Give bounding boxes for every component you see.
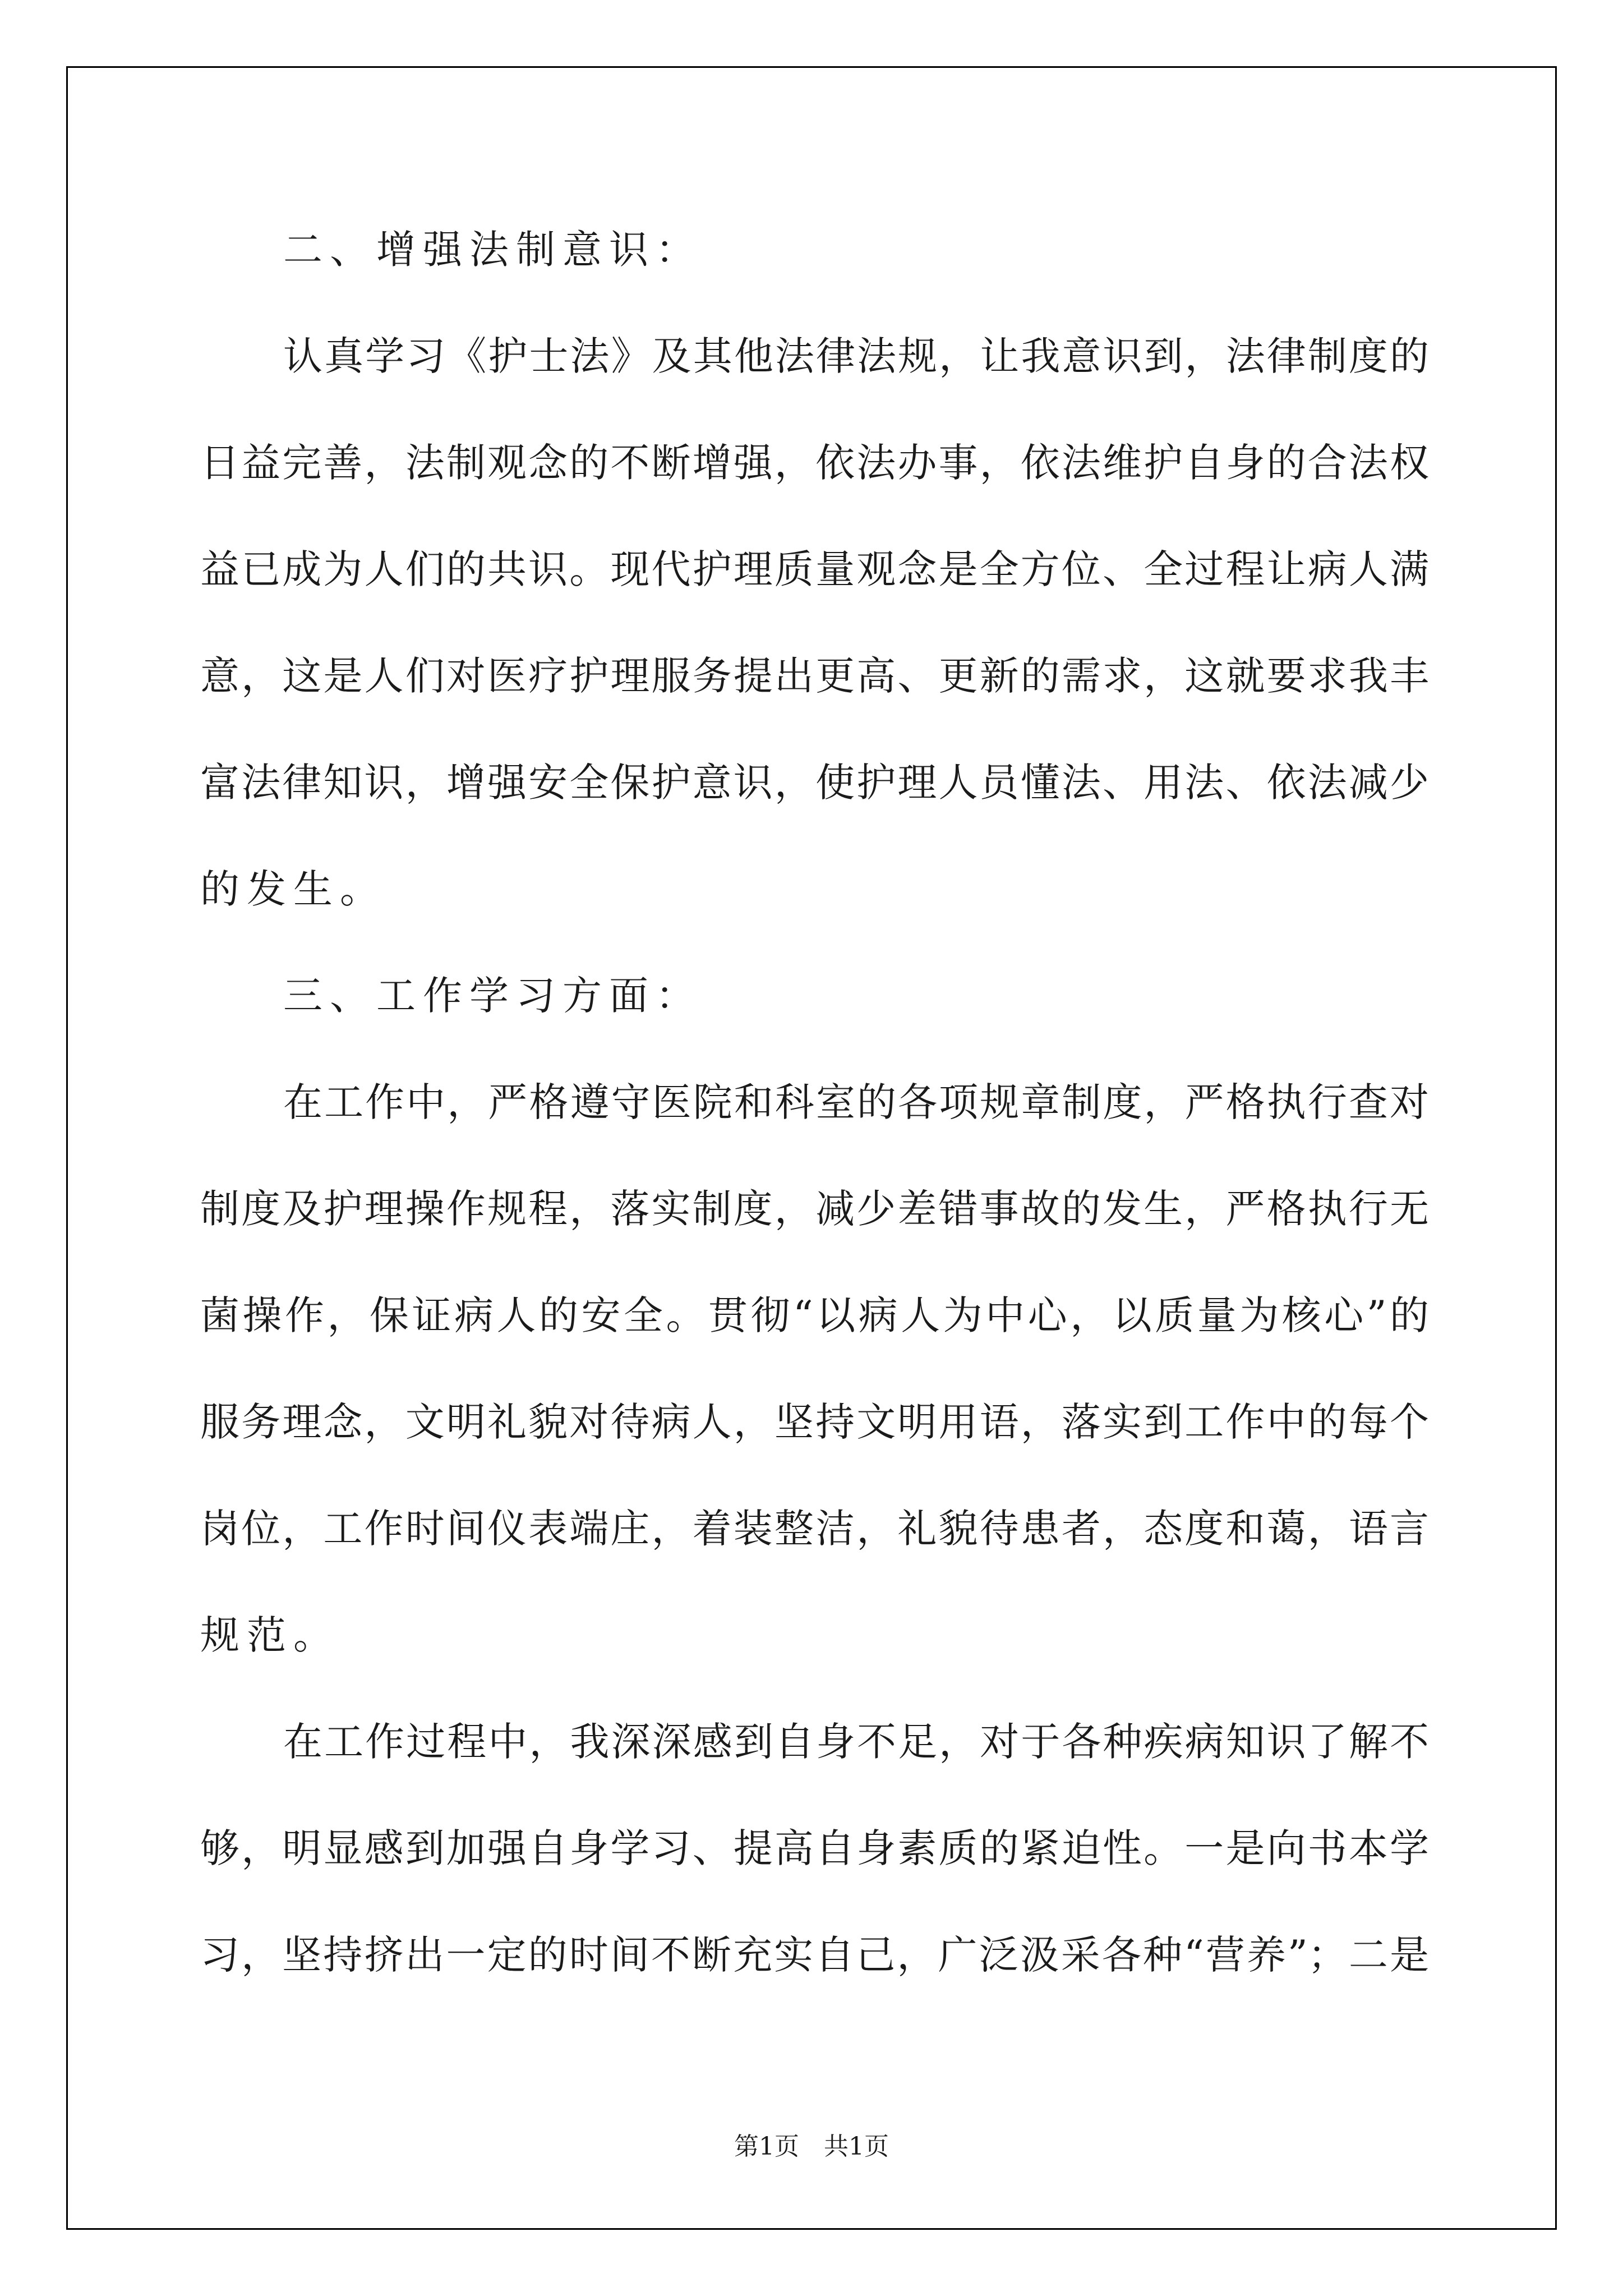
document-body [200,210,1429,2022]
paragraph-line: 规范。 [200,1612,340,1658]
section-heading: 三、工作学习方面： [283,973,702,1019]
section-heading: 二、增强法制意识： [283,227,702,273]
paragraph-line: 习，坚持挤出一定的时间不断充实自己，广泛汲采各种“营养”；二是 [200,1932,1429,1978]
paragraph-line: 认真学习《护士法》及其他法律法规，让我意识到，法律制度的 [283,333,1429,379]
paragraph-line: 服务理念，文明礼貌对待病人，坚持文明用语，落实到工作中的每个 [200,1399,1429,1445]
paragraph-line: 菌操作，保证病人的安全。贯彻“以病人为中心，以质量为核心”的 [200,1292,1429,1338]
paragraph-line: 益已成为人们的共识。现代护理质量观念是全方位、全过程让病人满 [200,546,1429,592]
paragraph-line: 在工作中，严格遵守医院和科室的各项规章制度，严格执行查对 [283,1079,1429,1125]
paragraph-line: 意，这是人们对医疗护理服务提出更高、更新的需求，这就要求我丰 [200,653,1429,699]
paragraph-line: 制度及护理操作规程，落实制度，减少差错事故的发生，严格执行无 [200,1186,1429,1232]
page-footer: 第1页 共1页 [734,2132,889,2161]
paragraph-line: 够，明显感到加强自身学习、提高自身素质的紧迫性。一是向书本学 [200,1825,1429,1871]
paragraph-line: 富法律知识，增强安全保护意识，使护理人员懂法、用法、依法减少 [200,760,1429,806]
paragraph-line: 岗位，工作时间仪表端庄，着装整洁，礼貌待患者，态度和蔼，语言 [200,1506,1429,1552]
paragraph-line: 的发生。 [200,866,386,912]
paragraph-line: 日益完善，法制观念的不断增强，依法办事，依法维护自身的合法权 [200,440,1429,486]
paragraph-line: 在工作过程中，我深深感到自身不足，对于各种疾病知识了解不 [283,1719,1429,1765]
